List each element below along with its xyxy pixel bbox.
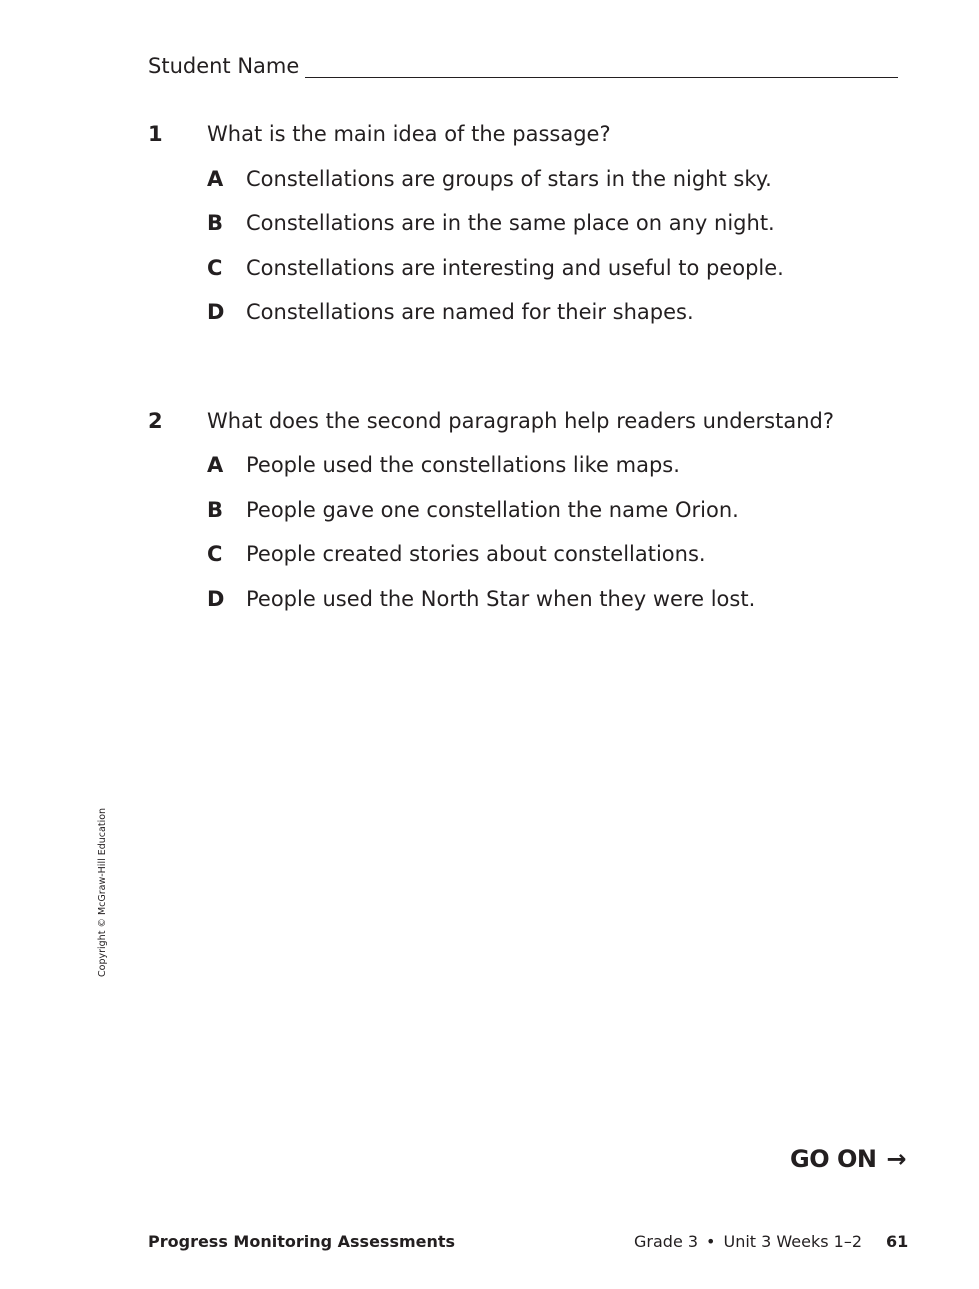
choice-letter: C — [207, 542, 223, 566]
footer-title: Progress Monitoring Assessments — [148, 1232, 456, 1251]
question-number: 1 — [148, 122, 163, 146]
choice-letter: A — [207, 453, 224, 477]
question-number: 2 — [148, 409, 163, 433]
choice-text: Constellations are interesting and useful to people. — [246, 256, 784, 280]
question-text: What does the second paragraph help readers understand? — [207, 409, 834, 433]
student-name-line[interactable] — [305, 77, 898, 78]
footer-separator: • — [706, 1232, 716, 1251]
choice-letter: C — [207, 256, 223, 280]
choice-text: People used the constellations like maps. — [246, 453, 680, 477]
copyright-notice: Copyright © McGraw-Hill Education — [97, 807, 108, 977]
footer-grade: Grade 3 — [634, 1232, 699, 1251]
question-text: What is the main idea of the passage? — [207, 122, 611, 146]
footer-grade-unit — [634, 1232, 862, 1251]
choice-letter: B — [207, 498, 224, 522]
go-on-label — [790, 1145, 906, 1173]
page-number: 61 — [886, 1232, 909, 1251]
choice-text: Constellations are in the same place on any night. — [246, 211, 775, 235]
arrow-right-icon: → — [886, 1145, 906, 1173]
go-on-text: GO ON — [790, 1145, 877, 1173]
choice-letter: D — [207, 300, 225, 324]
choice-letter: B — [207, 211, 224, 235]
footer-unit: Unit 3 Weeks 1–2 — [723, 1232, 863, 1251]
choice-text: People gave one constellation the name Orion. — [246, 498, 739, 522]
choice-letter: D — [207, 587, 225, 611]
choice-text: Constellations are named for their shapes. — [246, 300, 694, 324]
choice-text: Constellations are groups of stars in the night sky. — [246, 167, 772, 191]
choice-text: People created stories about constellations. — [246, 542, 706, 566]
choice-letter: A — [207, 167, 224, 191]
choice-text: People used the North Star when they were lost. — [246, 587, 756, 611]
student-name-row — [148, 52, 898, 84]
student-name-label: Student Name — [148, 54, 300, 78]
